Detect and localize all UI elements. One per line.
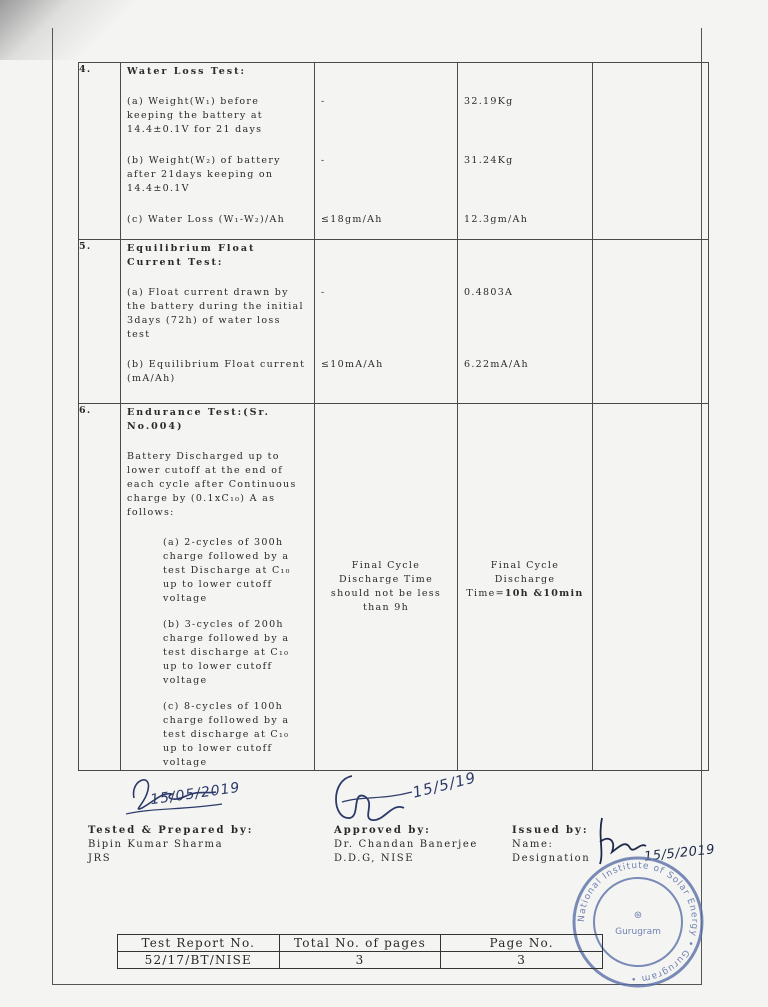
test-description bbox=[121, 240, 315, 404]
spec-value: Final Cycle Discharge Time should not be less than 9h bbox=[330, 560, 442, 613]
test-item: (b) Weight(W₂) of battery after 21days keeping on 14.4±0.1V bbox=[127, 155, 281, 194]
test-title: Endurance Test:(Sr. No.004) bbox=[127, 407, 270, 432]
approved-handwritten-date: 15/5/19 bbox=[410, 768, 479, 802]
result-value: 6.22mA/Ah bbox=[464, 359, 529, 370]
spec-value: ≤18gm/Ah bbox=[321, 214, 383, 225]
test-intro: Battery Discharged up to lower cutoff at the end of each cycle after Continuous charge by (0.1xC₁₀) A as follows: bbox=[127, 451, 297, 518]
tested-by-block bbox=[88, 824, 253, 866]
table-row bbox=[79, 63, 709, 240]
approved-name: Dr. Chandan Banerjee bbox=[334, 839, 478, 850]
footer-report-no-label: Test Report No. bbox=[118, 935, 280, 952]
remarks-cell bbox=[593, 63, 709, 240]
test-subitem: (c) 8-cycles of 100h charge followed by a test discharge at C₁₀ up to lower cutoff voltage bbox=[163, 701, 290, 768]
svg-text:Gurugram: Gurugram bbox=[615, 927, 661, 937]
specification bbox=[315, 63, 458, 240]
spec-value: - bbox=[321, 96, 326, 107]
test-item: (a) Weight(W₁) before keeping the battery at 14.4±0.1V for 21 days bbox=[127, 96, 263, 135]
official-stamp bbox=[568, 852, 708, 992]
issued-heading: Issued by: bbox=[512, 825, 589, 836]
test-item: (c) Water Loss (W₁-W₂)/Ah bbox=[127, 214, 286, 225]
result-value: 32.19Kg bbox=[464, 96, 514, 107]
test-title: Water Loss Test: bbox=[127, 66, 247, 77]
footer-page-no-label: Page No. bbox=[441, 935, 603, 952]
issued-handwritten-date: 15/5/2019 bbox=[643, 842, 716, 865]
table-row bbox=[79, 240, 709, 404]
spec-value: ≤10mA/Ah bbox=[321, 359, 384, 370]
spec-value: - bbox=[321, 155, 326, 166]
test-results-table bbox=[78, 62, 709, 771]
tested-name: Bipin Kumar Sharma bbox=[88, 839, 224, 850]
issued-designation-label: Designation bbox=[512, 853, 591, 864]
specification bbox=[315, 404, 458, 771]
remarks-cell bbox=[593, 404, 709, 771]
footer-header-row bbox=[118, 935, 603, 952]
test-title: Equilibrium Float Current Test: bbox=[127, 243, 256, 268]
report-footer-table bbox=[117, 934, 603, 969]
result bbox=[458, 240, 593, 404]
test-item: (a) Float current drawn by the battery during the initial 3days (72h) of water loss test bbox=[127, 287, 304, 340]
approved-role: D.D.G, NISE bbox=[334, 853, 415, 864]
footer-total-pages-label: Total No. of pages bbox=[279, 935, 441, 952]
footer-total-pages: 3 bbox=[279, 952, 441, 969]
result-value: 0.4803A bbox=[464, 287, 514, 298]
approved-by-block bbox=[334, 824, 478, 866]
serial-number: 6. bbox=[79, 404, 121, 771]
test-item: (b) Equilibrium Float current (mA/Ah) bbox=[127, 359, 306, 384]
result bbox=[458, 404, 593, 771]
serial-number: 4. bbox=[79, 63, 121, 240]
approved-heading: Approved by: bbox=[334, 825, 431, 836]
footer-value-row bbox=[118, 952, 603, 969]
test-description bbox=[121, 63, 315, 240]
svg-text:National Institute of Solar En: National Institute of Solar Energy • Gurugram • bbox=[576, 860, 700, 984]
table-row bbox=[79, 404, 709, 771]
tested-heading: Tested & Prepared by: bbox=[88, 825, 254, 836]
spec-value: - bbox=[321, 287, 326, 298]
tested-handwritten-date: 15/05/2019 bbox=[149, 779, 242, 809]
test-subitem: (a) 2-cycles of 300h charge followed by a test Discharge at C₁₀ up to lower cutoff voltage bbox=[163, 537, 291, 604]
footer-report-no: 52/17/BT/NISE bbox=[118, 952, 280, 969]
result-prefix: Final Cycle Discharge Time= bbox=[466, 560, 560, 599]
result-emphasis: 10h &10min bbox=[504, 588, 584, 599]
footer-page-no: 3 bbox=[441, 952, 603, 969]
result bbox=[458, 63, 593, 240]
result-value: 31.24Kg bbox=[464, 155, 514, 166]
result-value: 12.3gm/Ah bbox=[464, 214, 529, 225]
test-subitem: (b) 3-cycles of 200h charge followed by a test discharge at C₁₀ up to lower cutoff voltage bbox=[163, 619, 290, 686]
test-description bbox=[121, 404, 315, 771]
remarks-cell bbox=[593, 240, 709, 404]
tested-role: JRS bbox=[88, 853, 112, 864]
issued-name-label: Name: bbox=[512, 839, 554, 850]
result-value bbox=[458, 559, 592, 601]
specification bbox=[315, 240, 458, 404]
svg-text:⊛: ⊛ bbox=[633, 910, 643, 921]
serial-number: 5. bbox=[79, 240, 121, 404]
